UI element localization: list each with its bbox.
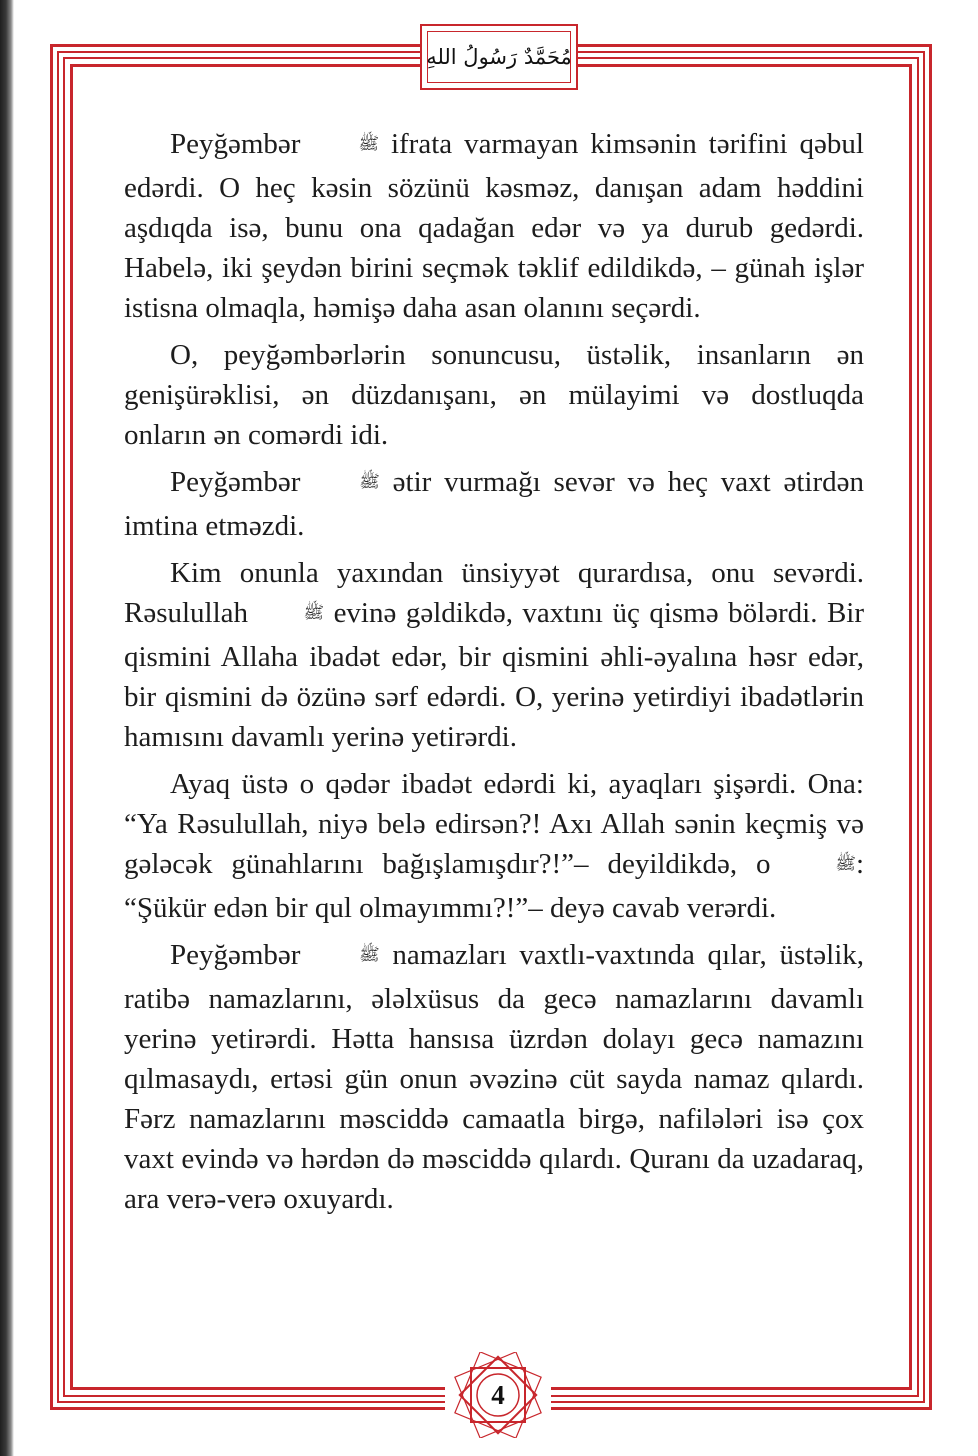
paragraph-3-start: Peyğəmbər bbox=[170, 466, 301, 498]
paragraph-4 bbox=[124, 553, 864, 757]
paragraph-1-rest: ifrata varmayan kimsənin tərifini qəbul edərdi. O heç kəsin sözünü kəsməz, danışan adam həddini aşdıqda isə, bunu ona qadağan edər və ya durub gedərdi. Habelə, iki şeydən birini seçmək təklif edildikdə, – günah işlər istisna olmaqla, həmişə daha asan olanını seçərdi. bbox=[124, 128, 864, 324]
honorific-icon: ﷺ bbox=[359, 472, 380, 492]
paragraph-5-start: Ayaq üstə o qədər ibadət edərdi ki, ayaqları şişərdi. Ona: “Ya Rəsulullah, niyə belə edirsən?! Axı Allah sənin keçmiş və gələcək günahlarını bağışlamışdır?!”– deyildikdə, o bbox=[124, 768, 864, 880]
book-page bbox=[14, 0, 978, 1456]
honorific-icon: ﷺ bbox=[303, 603, 325, 623]
paragraph-3-rest: ətir vurmağı sevər və heç vaxt ətirdən imtina etməzdi. bbox=[124, 466, 865, 542]
body-text bbox=[124, 124, 864, 1226]
page-edge-shadow bbox=[0, 0, 14, 1456]
paragraph-2-text: O, peyğəmbərlərin sonuncusu, üstəlik, insanların ən genişürəklisi, ən düzdanışanı, ən mülayimi və dostluqda onların ən comərdi idi. bbox=[124, 339, 864, 451]
paragraph-1-start: Peyğəmbər bbox=[170, 128, 301, 160]
paragraph-2 bbox=[124, 335, 864, 455]
paragraph-5-rest: : “Şükür edən bir qul olmayımmı?!”– deyə cavab verərdi. bbox=[124, 848, 864, 924]
paragraph-4-start: Kim onunla yaxından ünsiyyət qurardısa, onu sevərdi. Rəsulullah bbox=[124, 557, 864, 629]
paragraph-6 bbox=[124, 935, 864, 1219]
paragraph-5 bbox=[124, 764, 864, 928]
honorific-icon: ﷺ bbox=[835, 854, 856, 874]
honorific-icon: ﷺ bbox=[358, 134, 379, 154]
paragraph-6-rest: namazları vaxtlı-vaxtında qılar, üstəlik, ratibə namazlarını, ələlxüsus da gecə namazlarını davamlı yerinə yetirərdi. Hətta hansısa üzrdən dolayı gecə namazını qılmasaydı, ertəsi gün onun əvəzinə cüt sayda namaz qılardı. Fərz namazlarını məsciddə camaatla birgə, nafilələri isə çox vaxt evində və hərdən də məsciddə qılardı. Quranı da uzadaraq, ara verə-verə oxuyardı. bbox=[124, 939, 865, 1215]
page-number-ornament bbox=[445, 1352, 551, 1438]
paragraph-6-start: Peyğəmbər bbox=[170, 939, 301, 971]
honorific-icon: ﷺ bbox=[359, 945, 380, 965]
paragraph-4-rest: evinə gəldikdə, vaxtını üç qismə bölərdi. Bir qismini Allaha ibadət edər, bir qismini əhli-əyalına həsr edər, bir qismini də özünə sərf edərdi. O, yerinə yetirdiyi ibadətlərin hamısını davamlı yerinə yetirərdi. bbox=[124, 597, 865, 753]
page-number: 4 bbox=[491, 1379, 505, 1410]
header-calligraphy: مُحَمَّدٌ رَسُولُ اللهِ bbox=[426, 45, 572, 69]
paragraph-3 bbox=[124, 462, 864, 546]
paragraph-1 bbox=[124, 124, 864, 328]
header-badge bbox=[420, 24, 578, 90]
